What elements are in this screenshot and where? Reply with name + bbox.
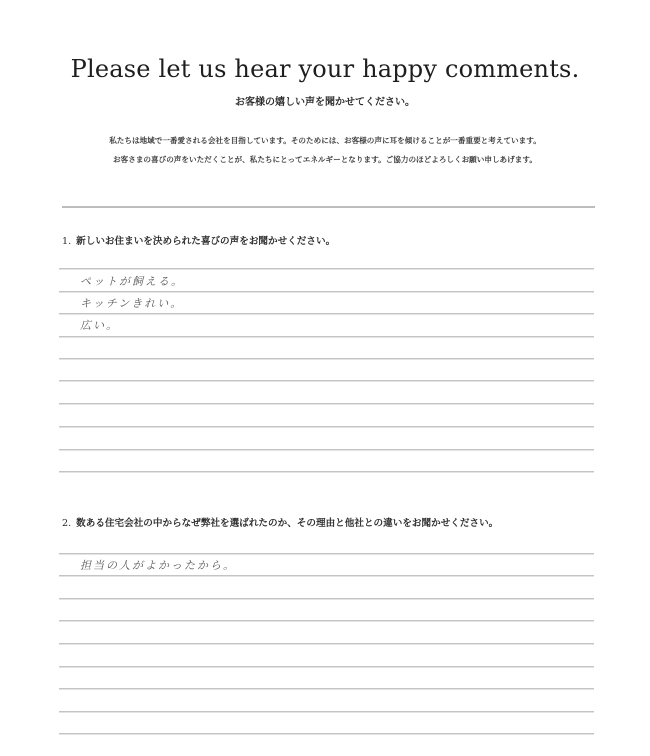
intro-line-2: お客さまの喜びの声をいただくことが、私たちにとってエネルギーとなります。ご協力のほどよろしくお願い申しあげます。 <box>113 155 537 164</box>
answer-line <box>59 575 594 577</box>
answer-line <box>59 358 594 360</box>
answer-line <box>59 666 594 668</box>
answer-line <box>59 268 594 270</box>
question-number: 1. <box>62 236 72 247</box>
question-number: 2. <box>62 518 72 529</box>
answer-line <box>59 336 594 338</box>
question-text: 新しいお住まいを決められた喜びの声をお聞かせください。 <box>76 236 336 247</box>
page-title: Please let us hear your happy comments. <box>70 55 580 83</box>
answer-line <box>59 733 594 735</box>
answer-line <box>59 403 594 405</box>
question-2-label <box>62 515 498 529</box>
answer-line <box>59 449 594 451</box>
answer-line <box>59 380 594 382</box>
handwritten-answer: キッチンきれい。 <box>80 297 184 310</box>
handwritten-answer: 広い。 <box>80 319 119 332</box>
answer-line <box>59 553 594 555</box>
question-text: 数ある住宅会社の中からなぜ弊社を選ばれたのか、その理由と他社との違いをお聞かせください。 <box>76 518 499 529</box>
question-1-label <box>62 233 335 247</box>
intro-line-1: 私たちは地域で一番愛される会社を目指しています。そのためには、お客様の声に耳を傾けることが一番重要と考えています。 <box>109 136 541 145</box>
answer-line <box>59 426 594 428</box>
answer-line <box>59 313 594 315</box>
answer-line <box>59 598 594 600</box>
answer-line <box>59 291 594 293</box>
handwritten-answer: ペットが飼える。 <box>80 275 184 288</box>
page-subtitle: お客様の嬉しい声を聞かせてください。 <box>235 97 415 108</box>
answer-line <box>59 688 594 690</box>
answer-line <box>59 711 594 713</box>
header-divider <box>62 206 595 208</box>
answer-line <box>59 620 594 622</box>
handwritten-answer: 担当の人がよかったから。 <box>80 559 236 572</box>
answer-line <box>59 471 594 473</box>
answer-line <box>59 643 594 645</box>
